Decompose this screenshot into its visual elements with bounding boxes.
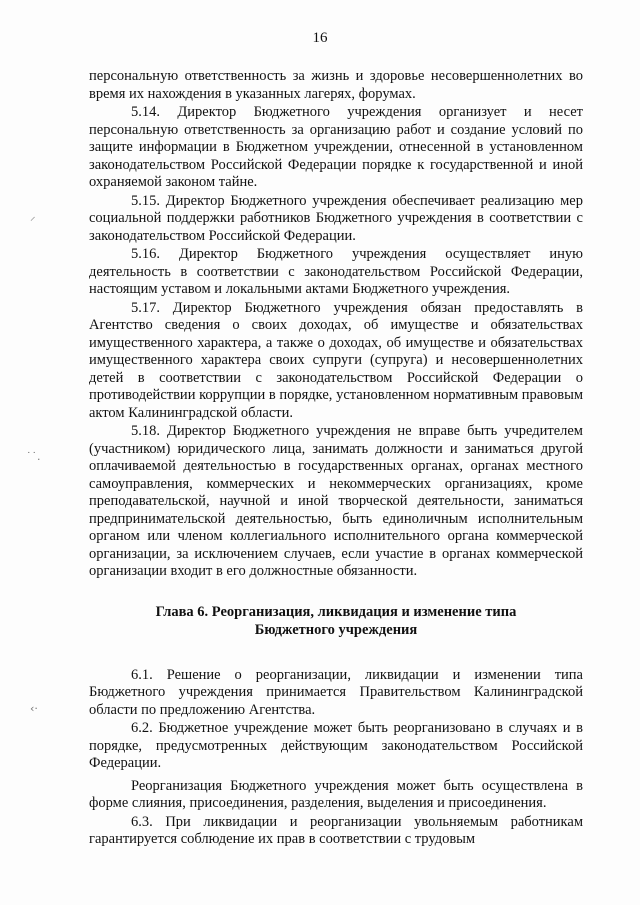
document-body [89,68,583,850]
paragraph-6-1: 6.1. Решение о реорганизации, ликвидации и изменении типа Бюджетного учреждения принимается Правительством Калининградской области по предложению Агентства. [89,666,583,718]
paragraph-5-17: 5.17. Директор Бюджетного учреждения обязан предоставлять в Агентство сведения о своих доходах, об имуществе и обязательствах имущественного характера, а также о доходах, об имуществе и обязательствах имущественного характера своих супруги (супруга) и несовершеннолетних детей в соответствии с законодательством Российской Федерации о противодействии коррупции в порядке, установленном нормативным правовым актом Калининградской области. [89,299,583,421]
chapter-heading-line-1: Глава 6. Реорганизация, ликвидация и изменение типа [155,603,517,620]
paragraph-continuation: персональную ответственность за жизнь и здоровье несовершеннолетних во время их нахождения в указанных лагерях, форумах. [89,68,583,102]
paragraph-5-16: 5.16. Директор Бюджетного учреждения осуществляет иную деятельность в соответствии с законодательством Российской Федерации, настоящим уставом и локальными актами Бюджетного учреждения. [89,246,583,297]
paragraph-5-15: 5.15. Директор Бюджетного учреждения обеспечивает реализацию мер социальной поддержки работников Бюджетного учреждения в соответствии с законодательством Российской Федерации. [89,192,583,244]
paragraph-6-3: 6.3. При ликвидации и реорганизации увольняемым работникам гарантируется соблюдение их прав в соответствии с трудовым [89,813,583,847]
chapter-heading [89,603,583,639]
page-number: 16 [312,30,328,46]
scan-artifact-mark: ‹· [30,702,38,715]
chapter-heading-line-2: Бюджетного учреждения [254,621,418,638]
paragraph-6-2: 6.2. Бюджетное учреждение может быть реорганизовано в случаях и в порядке, предусмотренных действующим законодательством Российской Федерации. [89,720,583,771]
paragraph-5-18: 5.18. Директор Бюджетного учреждения не вправе быть учредителем (участником) юридического лица, занимать должности и заниматься другой оплачиваемой деятельностью в государственных органах, органах местного самоуправления, коммерческих и некоммерческих организациях, кроме преподавательской, научной и иной творческой деятельности, заниматься предпринимательской деятельностью, быть единоличным исполнительным органом или членом коллегиального исполнительного органа коммерческой организации, за исключением случаев, если участие в органах коммерческой организации входит в его должностные обязанности. [89,423,583,579]
paragraph-6-2-reorganization: Реорганизация Бюджетного учреждения может быть осуществлена в форме слияния, присоединения, разделения, выделения и присоединения. [89,777,583,811]
paragraph-5-14: 5.14. Директор Бюджетного учреждения организует и несет персональную ответственность за организацию работ и создание условий по защите информации в Бюджетном учреждении, отнесенной в установленном законодательством Российской Федерации порядке к государственной и иной охраняемой законом тайне. [89,104,583,190]
scan-artifact-mark: ˙˙. [26,450,41,463]
scan-artifact-mark: ⸝ [30,210,36,223]
